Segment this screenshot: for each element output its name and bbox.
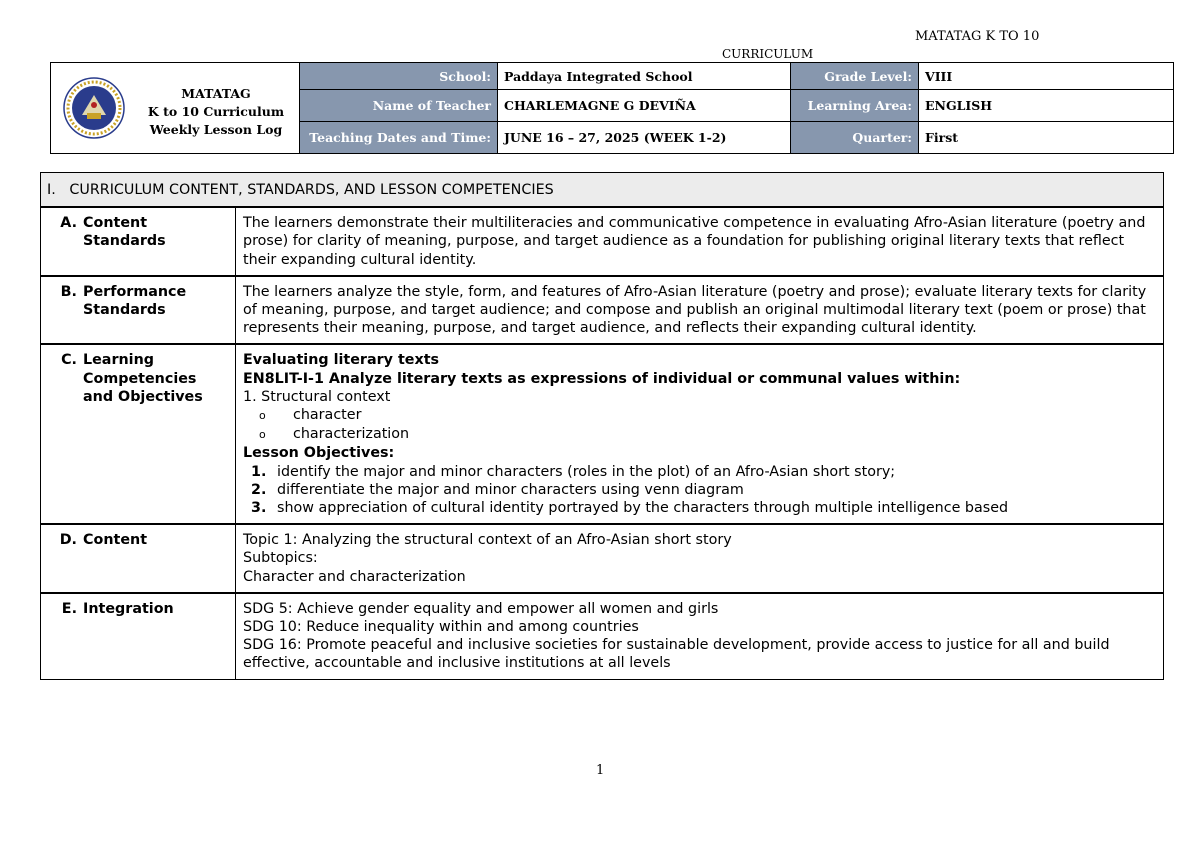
page-number: 1 — [596, 763, 605, 778]
row-label-text: Learning Competencies and Objectives — [83, 352, 203, 405]
row-letter: D. — [59, 532, 77, 549]
bullet-icon: o — [259, 428, 266, 442]
logo-subtitle: K to 10 Curriculum — [147, 104, 285, 119]
row-label-integration — [41, 593, 236, 679]
row-label-text: Content Standards — [83, 215, 166, 250]
row-label-content-standards — [41, 207, 236, 276]
logo-cell — [51, 63, 300, 154]
performance-standards-text: The learners analyze the style, form, and features of Afro-Asian literature (poetry and prose); evaluate literary texts for clarity of meaning, purpose, and target audience; and compose and publish an original multimodal literary text (poem or prose) that represents their meaning, purpose, and target audience, and reflects their expanding cultural identity. — [236, 276, 1164, 345]
objective-text: differentiate the major and minor characters using venn diagram — [277, 481, 744, 498]
content-line: Subtopics: — [243, 550, 318, 567]
quarter-value: First — [919, 121, 1174, 153]
competency-sub-item: 1. Structural context — [243, 388, 391, 405]
logo-caption — [141, 85, 291, 139]
logo-subtitle-2: Weekly Lesson Log — [149, 122, 283, 137]
objective-text: identify the major and minor characters (roles in the plot) of an Afro-Asian short story; — [277, 463, 896, 480]
school-label: School: — [300, 63, 498, 90]
teacher-value: CHARLEMAGNE G DEVIÑA — [498, 90, 791, 121]
grade-level-label: Grade Level: — [791, 63, 919, 90]
header-table — [50, 62, 1174, 154]
row-label-competencies — [41, 344, 236, 524]
integration-cell — [236, 593, 1164, 679]
competency-code-line: EN8LIT-I-1 Analyze literary texts as expressions of individual or communal values within: — [243, 370, 961, 387]
learning-area-value: ENGLISH — [919, 90, 1174, 121]
row-label-text: Integration — [83, 600, 174, 617]
bullet-text: character — [293, 407, 362, 424]
objective-number: 3. — [251, 500, 267, 517]
bullet-icon: o — [259, 409, 266, 423]
competency-heading: Evaluating literary texts — [243, 352, 440, 369]
integration-line: SDG 10: Reduce inequality within and among countries — [243, 619, 639, 636]
row-label-text: Performance Standards — [83, 283, 187, 319]
list-item — [243, 406, 1155, 425]
table-row — [41, 344, 1164, 524]
doc-tag: MATATAG K TO 10 — [915, 29, 1040, 44]
row-letter: C. — [61, 352, 77, 369]
table-row — [41, 593, 1164, 679]
dates-label: Teaching Dates and Time: — [300, 121, 498, 153]
doc-tag-curriculum: CURRICULUM — [722, 47, 814, 61]
list-item — [243, 463, 1155, 481]
list-item — [243, 499, 1155, 517]
dates-value: JUNE 16 – 27, 2025 (WEEK 1-2) — [498, 121, 791, 153]
row-letter: B. — [60, 283, 77, 300]
lesson-table — [40, 172, 1164, 680]
objective-number: 1. — [251, 463, 267, 480]
row-letter: E. — [61, 600, 77, 617]
objective-text: show appreciation of cultural identity portrayed by the characters through multiple intelligence based — [277, 500, 1009, 517]
section-title: CURRICULUM CONTENT, STANDARDS, AND LESSON COMPETENCIES — [69, 182, 554, 198]
table-row — [41, 276, 1164, 345]
deped-seal-icon — [63, 77, 125, 139]
quarter-label: Quarter: — [791, 121, 919, 153]
row-letter: A. — [60, 215, 77, 232]
content-line: Topic 1: Analyzing the structural context of an Afro-Asian short story — [243, 532, 732, 549]
school-value: Paddaya Integrated School — [498, 63, 791, 90]
content-cell — [236, 524, 1164, 593]
row-label-performance-standards — [41, 276, 236, 345]
integration-line: SDG 16: Promote peaceful and inclusive societies for sustainable development, provide access to justice for all and build effective, accountable and inclusive institutions at all levels — [243, 637, 1110, 672]
logo-title: MATATAG — [181, 86, 251, 101]
section-numeral: I. — [47, 182, 56, 198]
competencies-cell — [236, 344, 1164, 524]
list-item — [243, 425, 1155, 444]
bullet-text: characterization — [293, 426, 410, 443]
learning-area-label: Learning Area: — [791, 90, 919, 121]
content-line: Character and characterization — [243, 568, 466, 585]
content-standards-text: The learners demonstrate their multiliteracies and communicative competence in evaluating Afro-Asian literature (poetry and prose) for clarity of meaning, purpose, and target audience as a foundation for publishing original literary texts that reflect their expanding cultural identity. — [236, 207, 1164, 276]
grade-level-value: VIII — [919, 63, 1174, 90]
integration-line: SDG 5: Achieve gender equality and empower all women and girls — [243, 600, 719, 617]
section-heading — [41, 173, 1164, 208]
row-label-content — [41, 524, 236, 593]
objective-number: 2. — [251, 481, 267, 498]
table-row — [41, 524, 1164, 593]
teacher-label: Name of Teacher — [300, 90, 498, 121]
table-row — [41, 207, 1164, 276]
list-item — [243, 481, 1155, 499]
objectives-heading: Lesson Objectives: — [243, 445, 395, 462]
row-label-text: Content — [83, 532, 148, 549]
